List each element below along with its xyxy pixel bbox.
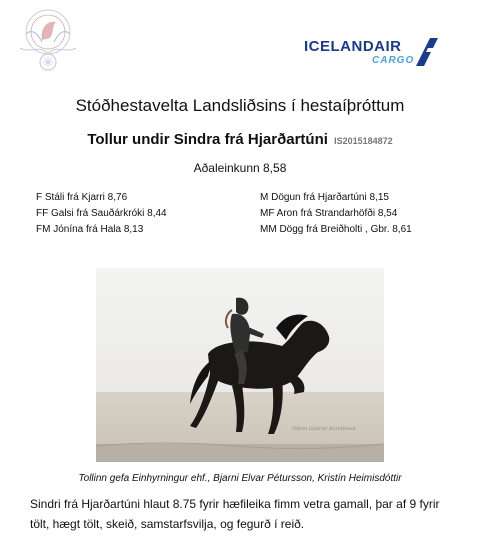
pedigree-dam-sire: MF Aron frá Strandarhöfði 8,54	[260, 208, 398, 219]
pedigree-sire: F Stáli frá Kjarri 8,76	[36, 192, 128, 203]
body-paragraph: Sindri frá Hjarðartúni hlaut 8.75 fyrir hæfileika fimm vetra gamall, þar af 9 fyrir tölt, hægt tölt, skeið, samstarfsvilja, og fegurð í reið.	[30, 497, 440, 531]
plane-tail-icon	[416, 38, 438, 66]
horse-rider-photo	[96, 268, 384, 462]
photo-caption: Tollinn gefa Einhyrningur ehf., Bjarni Elvar Pétursson, Kristín Heimisdóttir	[78, 473, 402, 484]
landslid-emblem-icon	[12, 4, 84, 74]
pedigree-sire-dam: FM Jónína frá Hala 8,13	[36, 224, 144, 235]
logo-sub: CARGO	[372, 55, 415, 66]
main-score: Aðaleinkunn 8,58	[193, 161, 287, 175]
logo-brand: ICELANDAIR	[304, 38, 402, 55]
pedigree-sire-sire: FF Galsi frá Sauðárkróki 8,44	[36, 208, 167, 219]
pedigree-dam-dam: MM Dögg frá Breiðholti , Gbr. 8,61	[260, 224, 412, 235]
horse-name-line	[0, 131, 480, 148]
page-title: Stóðhestavelta Landsliðsins í hestaíþróttum	[75, 96, 405, 115]
pedigree-dam: M Dögun frá Hjarðartúni 8,15	[260, 192, 389, 203]
horse-registration: IS2015184872	[334, 136, 393, 146]
icelandair-cargo-logo	[304, 38, 436, 70]
photo-watermark: Óðinn Gabríel Þórólfsson	[292, 426, 356, 432]
horse-name: Tollur undir Sindra frá Hjarðartúni	[87, 131, 328, 148]
